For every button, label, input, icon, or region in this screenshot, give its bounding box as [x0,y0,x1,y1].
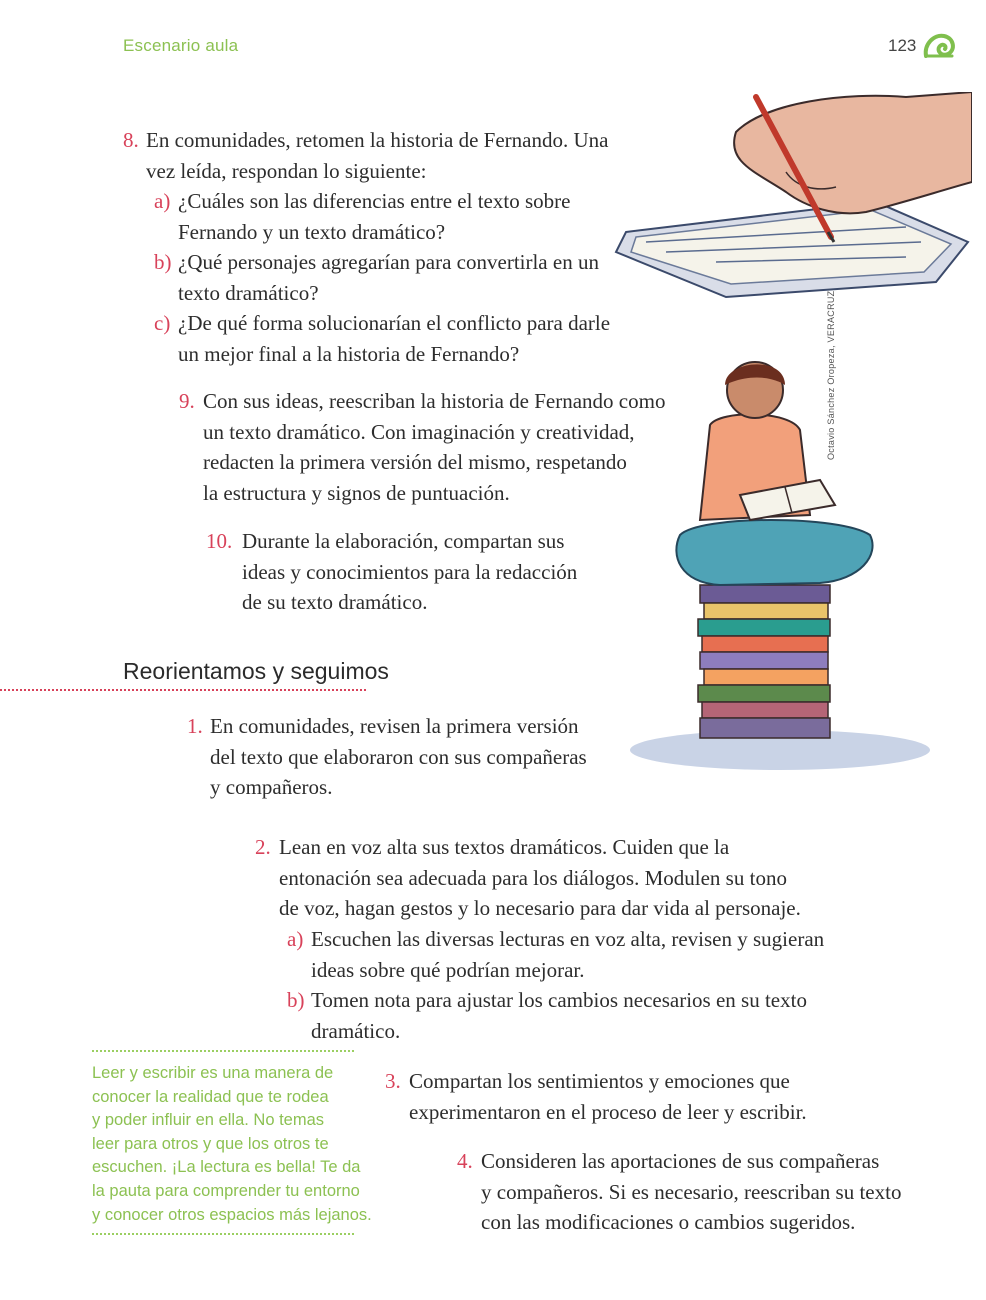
activity-10: 10. Durante la elaboración, compartan sus ideas y conocimientos para la redacción de su texto dramático. [242,526,577,618]
activity-8-subitem-c: c) ¿De qué forma solucionarían el conflicto para darle un mejor final a la historia de Fernando? [154,311,611,366]
sidebar-note: Leer y escribir es una manera de conocer la realidad que te rodea y poder influir en ella. No temas leer para otros y que los otros te escuchen. ¡La lectura es bella! Te da la pauta para comprender tu entorno y conocer otros espacios más lejanos. [92,1050,354,1235]
hand-writing-illustration [606,92,972,304]
item-number: 3. [385,1069,401,1093]
activity-9: 9. Con sus ideas, reescriban la historia de Fernando como un texto dramático. Con imaginación y creatividad, redacten la primera versión del mismo, respetando la estructura y signos de puntuación. [203,386,665,508]
item-number: 2. [255,835,271,859]
section-item-2: 2. Lean en voz alta sus textos dramáticos. Cuiden que la entonación sea adecuada para los diálogos. Modulen su tono de voz, hagan gestos y lo necesario para dar vida al personaje. [279,832,801,924]
item-number: 4. [457,1149,473,1173]
item-number: 1. [187,714,203,738]
section-item-3: 3. Compartan los sentimientos y emociones que experimentaron en el proceso de leer y escribir. [409,1066,807,1127]
activity-number: 9. [179,389,195,413]
section-item-2-subitem-b: b) Tomen nota para ajustar los cambios necesarios en su texto dramático. [287,988,807,1043]
section-item-4: 4. Consideren las aportaciones de sus compañeras y compañeros. Si es necesario, reescriban su texto con las modificaciones o cambios sugeridos. [481,1146,901,1238]
spiral-icon [922,30,958,62]
activity-number: 8. [123,128,139,152]
boy-reading-illustration [620,355,930,775]
activity-number: 10. [206,529,233,553]
illustration-credit: Octavio Sánchez Oropeza, VERACRUZ [826,290,836,460]
section-title: Reorientamos y seguimos [123,658,389,684]
section-item-2-subitem-a: a) Escuchen las diversas lecturas en voz alta, revisen y sugieran ideas sobre qué podrían mejorar. [287,927,825,982]
section-divider [0,689,366,691]
activity-8-subitem-b: b) ¿Qué personajes agregarían para convertirla en un texto dramático? [154,250,599,305]
activity-8: 8. En comunidades, retomen la historia de Fernando. Una vez leída, respondan lo siguiente: [146,125,608,186]
running-header: Escenario aula [123,36,239,55]
section-item-1: 1. En comunidades, revisen la primera versión del texto que elaboraron con sus compañeras y compañeros. [210,711,587,803]
activity-8-subitem-a: a) ¿Cuáles son las diferencias entre el texto sobre Fernando y un texto dramático? [154,189,571,244]
page-number: 123 [888,36,917,55]
